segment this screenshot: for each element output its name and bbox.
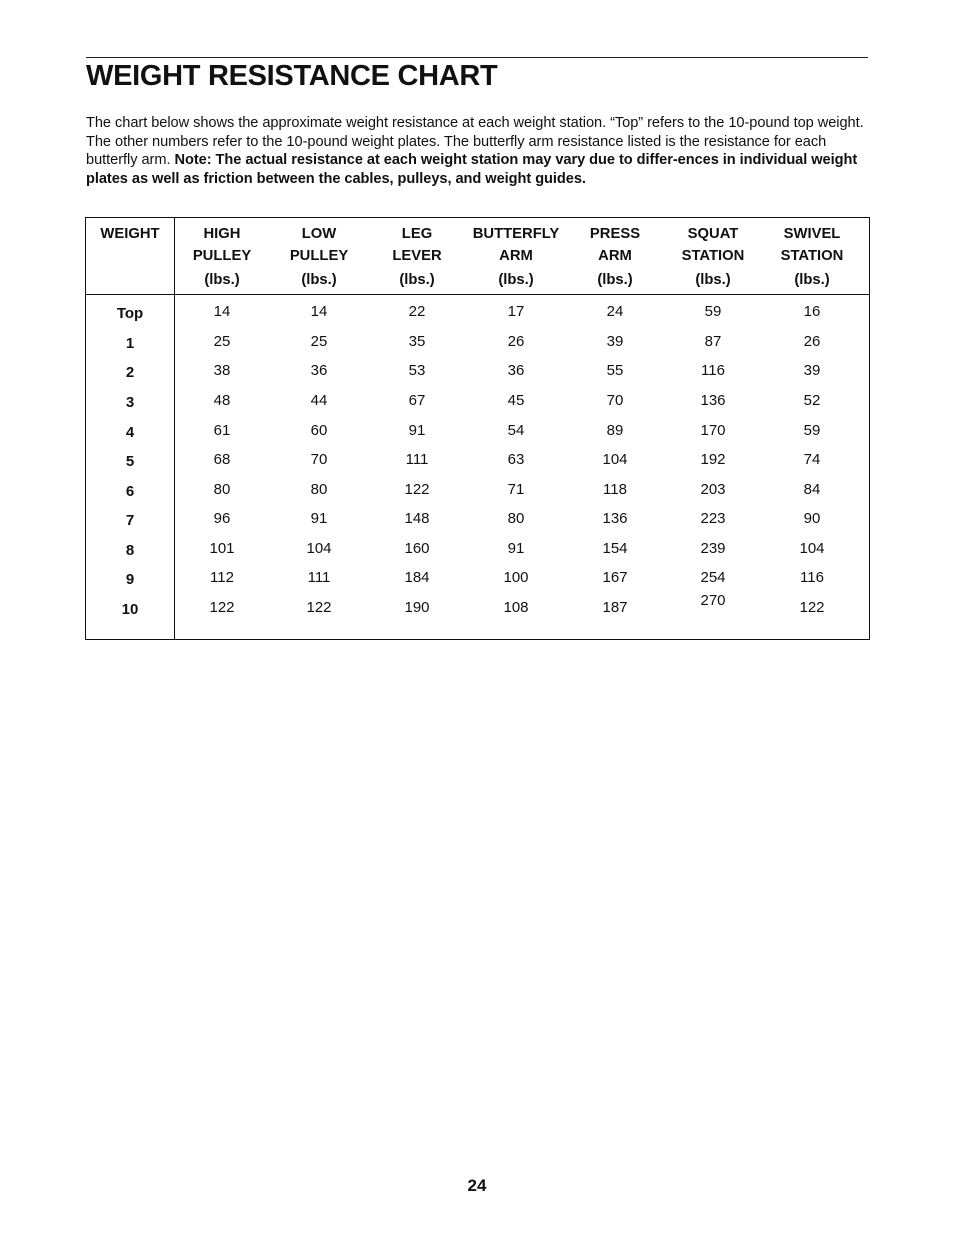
table-cell: 84	[803, 481, 821, 498]
table-cell: 87	[704, 333, 722, 350]
column-header-line: ARM	[598, 248, 632, 264]
weight-label: 5	[125, 453, 135, 470]
table-cell: 80	[213, 481, 231, 498]
table-cell: 90	[803, 510, 821, 527]
table-cell: 254	[700, 569, 726, 586]
intro-text: The chart below shows the approximate weight resistance at each weight station. “Top” refers to the 10-pound top weight. The other numbers refer to the 10-pound weight plates. The butterfly arm resistance listed is the resistance for each butterfly arm.	[86, 115, 864, 168]
table-cell: 59	[803, 422, 821, 439]
table-cell: 68	[213, 451, 231, 468]
weight-label: Top	[116, 305, 144, 322]
table-cell: 26	[803, 333, 821, 350]
table-cell: 14	[310, 303, 328, 320]
table-cell: 111	[405, 451, 429, 468]
column-header-line: STATION	[780, 248, 844, 264]
table-cell: 116	[701, 362, 725, 379]
table-cell: 122	[799, 599, 825, 616]
weight-label: 8	[125, 542, 135, 559]
table-cell: 192	[700, 451, 726, 468]
table-cell: 190	[404, 599, 430, 616]
table-cell: 36	[310, 362, 328, 379]
table-cell: 91	[507, 540, 525, 557]
table-cell: 48	[213, 392, 231, 409]
column-header-line: (lbs.)	[794, 272, 830, 288]
table-cell: 70	[310, 451, 328, 468]
table-cell: 136	[602, 510, 628, 527]
table-cell: 167	[602, 569, 628, 586]
table-cell: 160	[404, 540, 430, 557]
table-cell: 44	[310, 392, 328, 409]
column-header-line: LEG	[401, 226, 433, 242]
table-cell: 148	[404, 510, 430, 527]
column-header-line: SQUAT	[687, 226, 739, 242]
table-cell: 36	[507, 362, 525, 379]
table-cell: 96	[213, 510, 231, 527]
weight-resistance-table	[85, 217, 870, 640]
table-cell: 74	[803, 451, 821, 468]
weight-header-label: WEIGHT	[100, 226, 160, 242]
table-cell: 223	[700, 510, 726, 527]
table-cell: 60	[310, 422, 328, 439]
weight-label: 3	[125, 394, 135, 411]
intro-note: Note: The actual resistance at each weight station may vary due to differ-ences in individual weight plates as well as friction between the cables, pulleys, and weight guides.	[86, 152, 858, 187]
table-cell: 270	[700, 592, 726, 609]
weight-label: 7	[125, 512, 135, 529]
table-cell: 111	[307, 569, 331, 586]
weight-label: 2	[125, 364, 135, 381]
table-cell: 71	[507, 481, 525, 498]
table-cell: 39	[803, 362, 821, 379]
column-header-line: LEVER	[392, 248, 442, 264]
table-cell: 25	[310, 333, 328, 350]
table-cell: 100	[503, 569, 529, 586]
table-cell: 67	[408, 392, 426, 409]
table-cell: 55	[606, 362, 624, 379]
table-cell: 116	[800, 569, 824, 586]
column-header-line: SWIVEL	[783, 226, 841, 242]
table-cell: 80	[310, 481, 328, 498]
table-cell: 26	[507, 333, 525, 350]
table-cell: 184	[404, 569, 430, 586]
table-cell: 38	[213, 362, 231, 379]
table-cell: 22	[408, 303, 426, 320]
table-cell: 80	[507, 510, 525, 527]
weight-label: 6	[125, 483, 135, 500]
table-cell: 54	[507, 422, 525, 439]
table-cell: 16	[803, 303, 821, 320]
table-cell: 25	[213, 333, 231, 350]
table-cell: 136	[700, 392, 726, 409]
column-header-line: (lbs.)	[399, 272, 435, 288]
column-header-line: BUTTERFLY	[472, 226, 560, 242]
table-cell: 17	[507, 303, 525, 320]
column-header-line: LOW	[301, 226, 337, 242]
weight-label: 10	[121, 601, 139, 618]
table-cell: 89	[606, 422, 624, 439]
page-title: WEIGHT RESISTANCE CHART	[86, 60, 498, 92]
table-header-row	[86, 218, 869, 295]
weight-label: 9	[125, 571, 135, 588]
column-header-line: (lbs.)	[695, 272, 731, 288]
table-cell: 187	[602, 599, 628, 616]
table-cell: 122	[209, 599, 235, 616]
column-header-line: (lbs.)	[301, 272, 337, 288]
table-cell: 101	[209, 540, 235, 557]
page-number: 24	[467, 1176, 487, 1195]
column-header-line: PULLEY	[289, 248, 349, 264]
table-cell: 239	[700, 540, 726, 557]
column-header-line: (lbs.)	[204, 272, 240, 288]
table-cell: 104	[602, 451, 628, 468]
column-header-line: PRESS	[589, 226, 641, 242]
column-header-line: STATION	[681, 248, 745, 264]
column-header-line: (lbs.)	[597, 272, 633, 288]
column-header-line: HIGH	[203, 226, 241, 242]
table-cell: 39	[606, 333, 624, 350]
table-cell: 203	[700, 481, 726, 498]
table-cell: 170	[700, 422, 726, 439]
column-header-line: PULLEY	[192, 248, 252, 264]
table-cell: 45	[507, 392, 525, 409]
table-cell: 122	[404, 481, 430, 498]
table-cell: 53	[408, 362, 426, 379]
table-cell: 118	[603, 481, 627, 498]
table-cell: 104	[799, 540, 825, 557]
table-cell: 70	[606, 392, 624, 409]
table-cell: 91	[310, 510, 328, 527]
table-cell: 91	[408, 422, 426, 439]
table-cell: 52	[803, 392, 821, 409]
intro-paragraph	[86, 114, 876, 188]
column-header-line: (lbs.)	[498, 272, 534, 288]
table-cell: 24	[606, 303, 624, 320]
weight-label: 1	[125, 335, 135, 352]
table-cell: 61	[213, 422, 231, 439]
table-cell: 14	[213, 303, 231, 320]
table-cell: 122	[306, 599, 332, 616]
weight-label: 4	[125, 424, 135, 441]
table-cell: 104	[306, 540, 332, 557]
table-cell: 59	[704, 303, 722, 320]
table-cell: 154	[602, 540, 628, 557]
table-cell: 108	[503, 599, 529, 616]
table-cell: 35	[408, 333, 426, 350]
table-cell: 63	[507, 451, 525, 468]
table-cell: 112	[210, 569, 234, 586]
column-header-line: ARM	[499, 248, 533, 264]
